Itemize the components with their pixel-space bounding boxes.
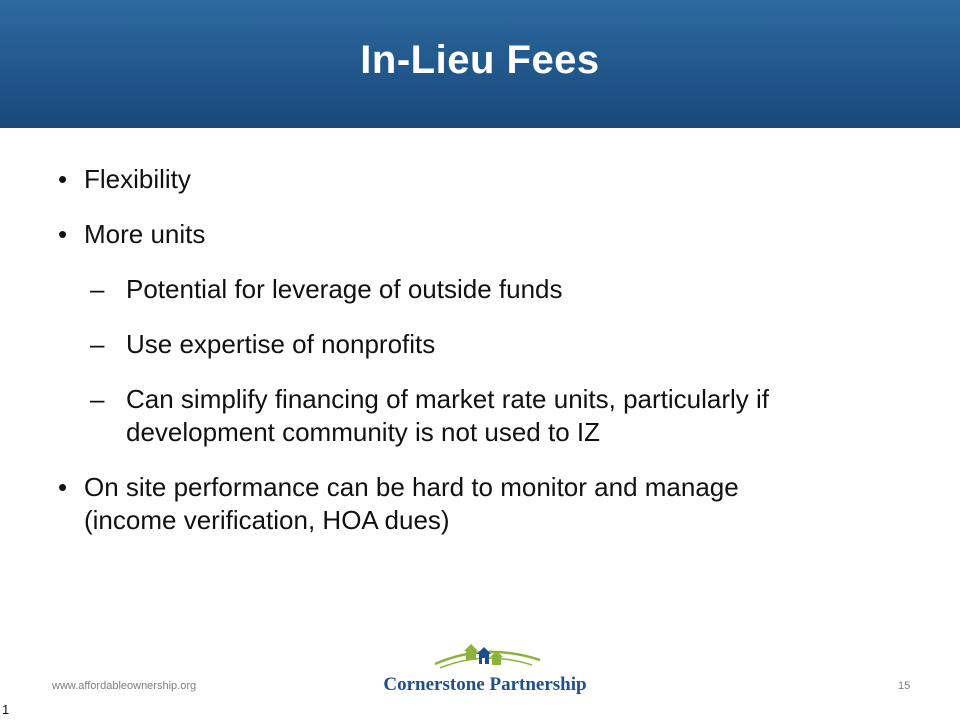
logo-text: Cornerstone Partnership bbox=[383, 674, 587, 695]
sub-bullet-item bbox=[58, 328, 858, 361]
page-number: 15 bbox=[898, 680, 911, 692]
bullet-marker: • bbox=[58, 219, 68, 249]
sub-bullet-text: Potential for leverage of outside funds bbox=[126, 274, 563, 304]
bullet-item bbox=[58, 471, 764, 537]
sub-bullet-text: Use expertise of nonprofits bbox=[126, 329, 436, 359]
bullet-marker: • bbox=[58, 164, 68, 194]
title-bar bbox=[0, 0, 960, 128]
sub-bullet-marker: – bbox=[90, 329, 105, 359]
bullet-item bbox=[58, 163, 858, 196]
sub-bullet-text: Can simplify financing of market rate units, particularly if development community is not used to IZ bbox=[126, 384, 770, 447]
corner-number: 1 bbox=[2, 702, 10, 717]
slide-title: In-Lieu Fees bbox=[360, 38, 600, 82]
bullet-list bbox=[58, 163, 858, 559]
cornerstone-logo bbox=[380, 640, 590, 702]
bullet-text: Flexibility bbox=[84, 164, 191, 194]
bullet-item bbox=[58, 218, 858, 251]
bullet-text: More units bbox=[84, 219, 206, 249]
sub-bullet-item bbox=[58, 273, 858, 306]
footer-url: www.affordableownership.org bbox=[52, 680, 197, 692]
sub-bullet-marker: – bbox=[90, 274, 105, 304]
sub-bullet-marker: – bbox=[90, 384, 105, 414]
sub-bullet-item bbox=[58, 383, 826, 449]
bullet-text: On site performance can be hard to monitor and manage (income verification, HOA dues) bbox=[84, 472, 739, 535]
bullet-marker: • bbox=[58, 472, 68, 502]
houses-arc-icon bbox=[380, 640, 590, 676]
